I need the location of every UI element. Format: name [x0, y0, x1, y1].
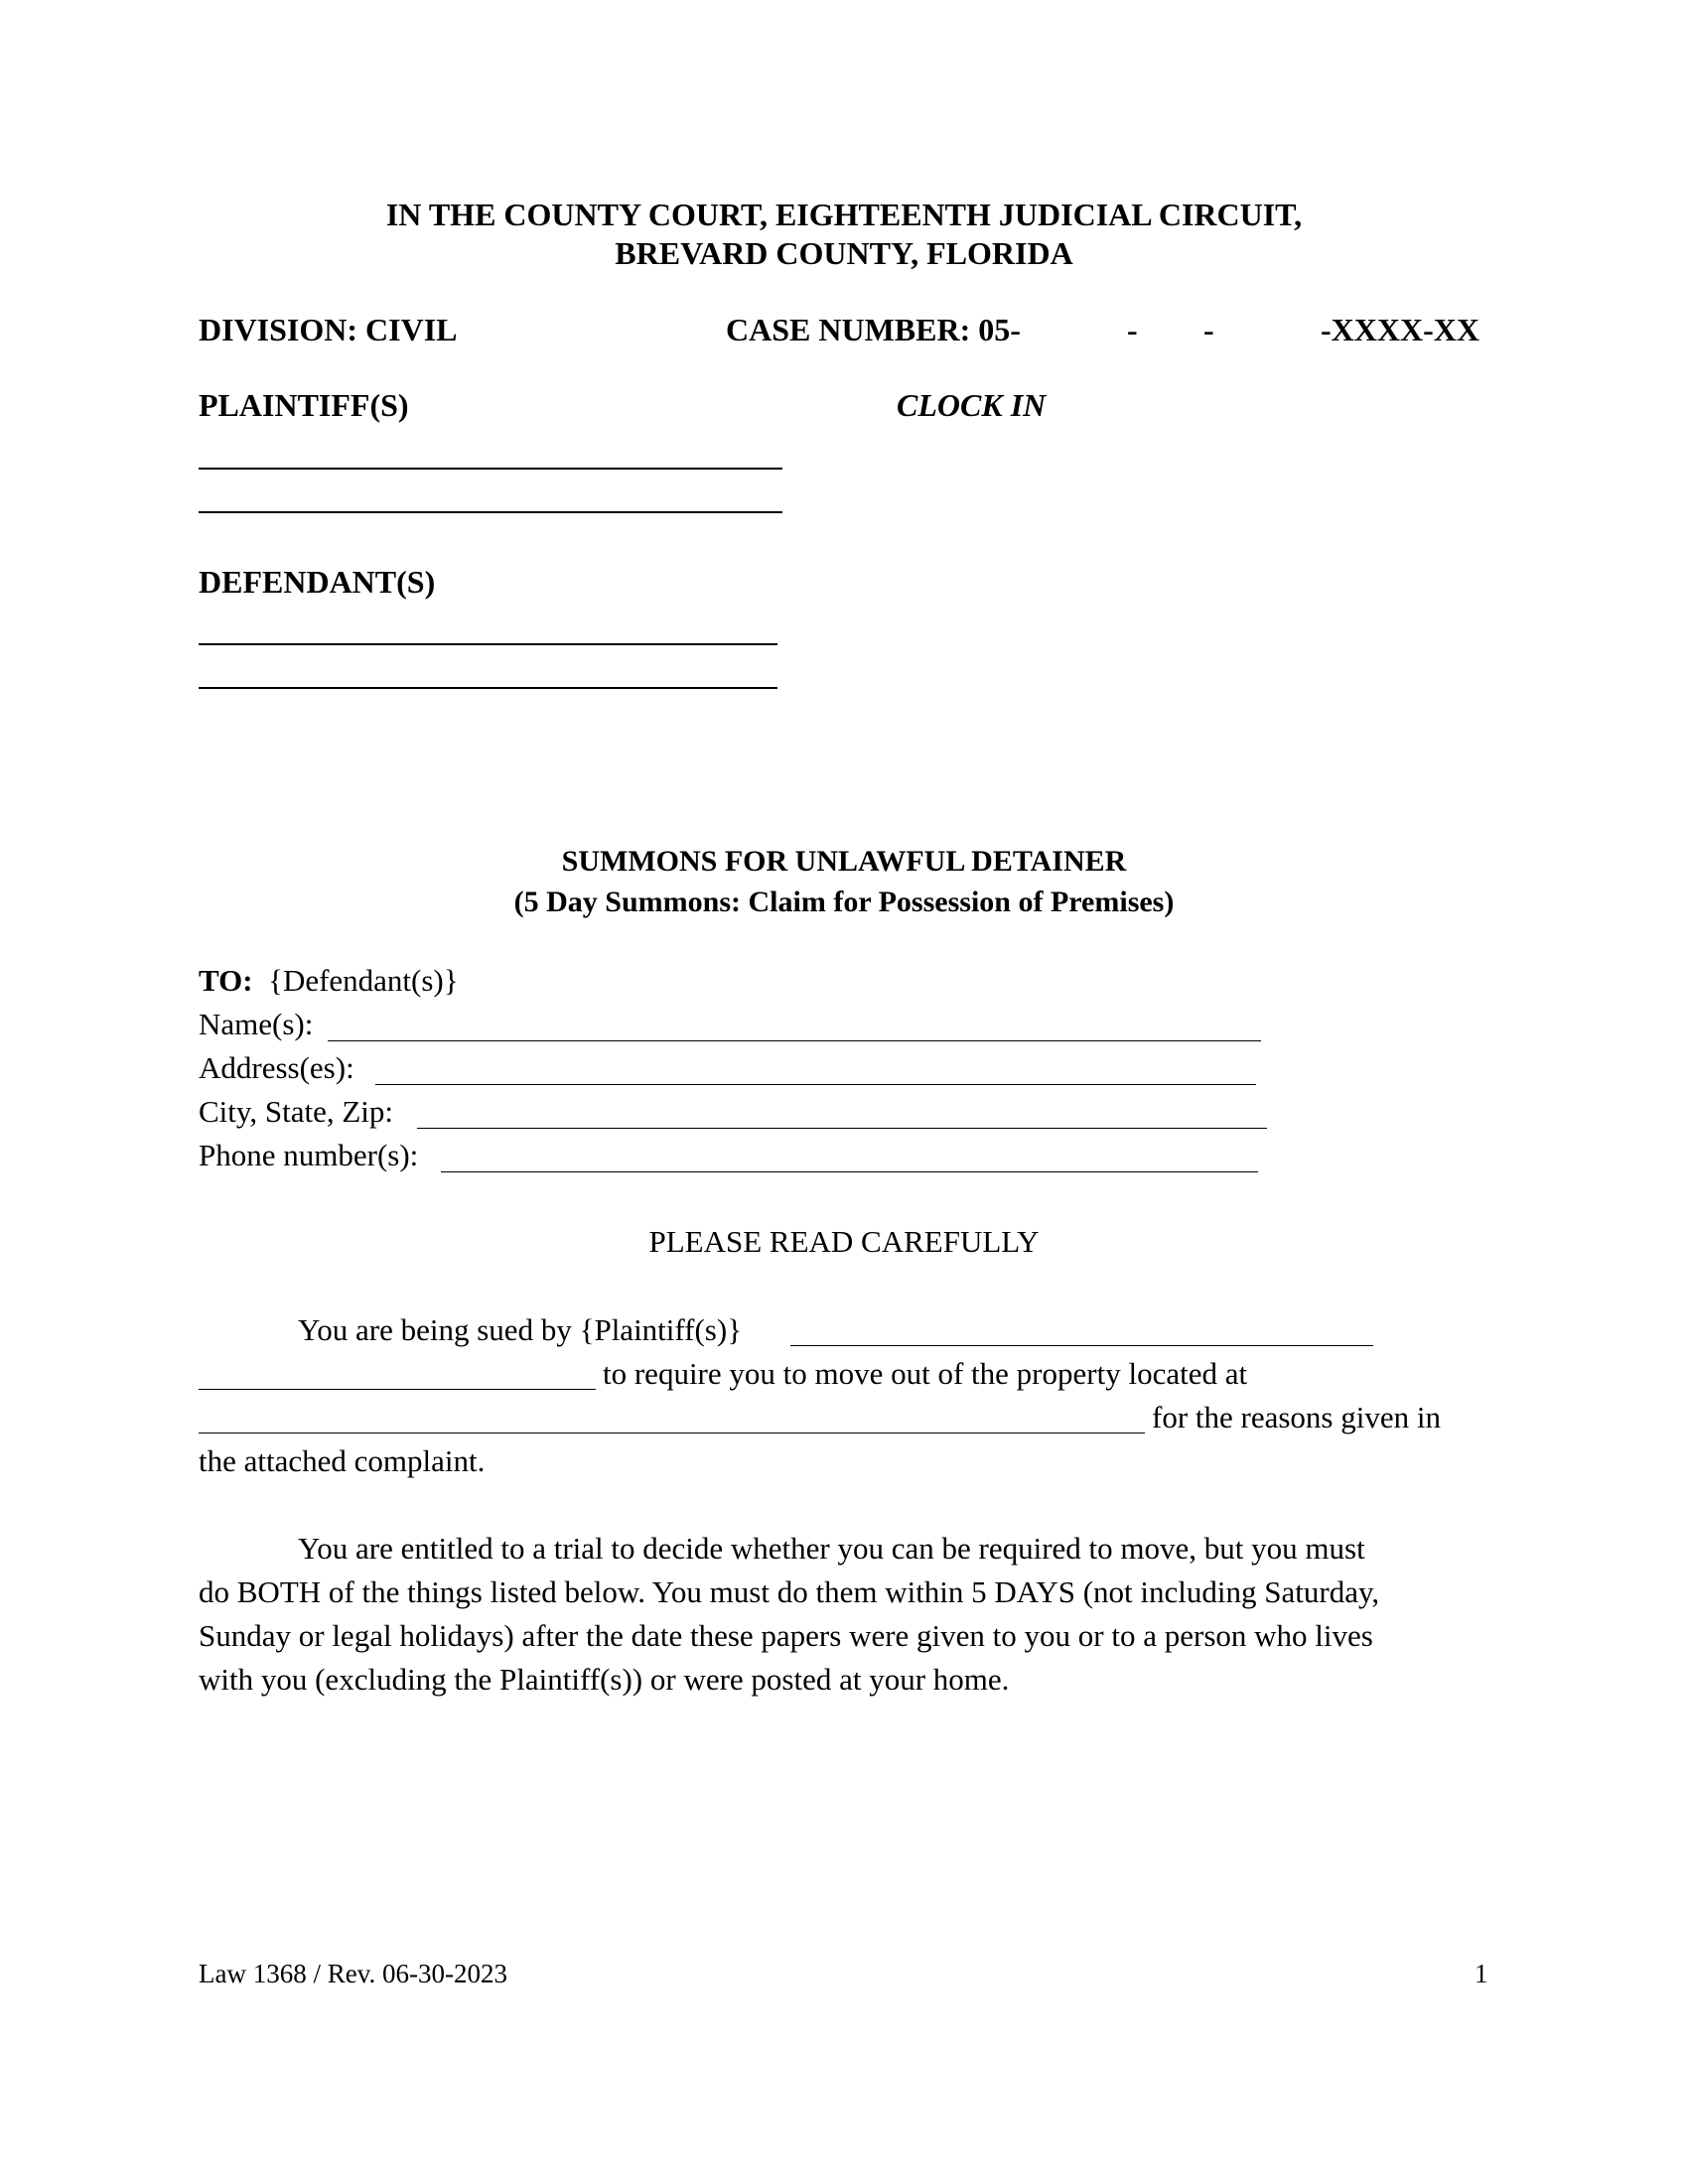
- defendant-line-2[interactable]: [199, 687, 777, 689]
- court-name-line2: BREVARD COUNTY, FLORIDA: [615, 235, 1073, 271]
- para2-line2: do BOTH of the things listed below. You must do them within 5 DAYS (not including Saturday,: [199, 1574, 1380, 1609]
- form-revision: Law 1368 / Rev. 06-30-2023: [199, 1959, 507, 1988]
- clock-in-label: CLOCK IN: [897, 387, 1047, 423]
- para1-reasons: for the reasons given in: [1152, 1400, 1441, 1434]
- to-value: {Defendant(s)}: [268, 963, 459, 998]
- case-number-dash-1: -: [1127, 312, 1138, 347]
- para2-line4: with you (excluding the Plaintiff(s)) or were posted at your home.: [199, 1662, 1010, 1697]
- case-number-label: CASE NUMBER: 05-: [726, 312, 1021, 347]
- phone-label: Phone number(s):: [199, 1138, 419, 1172]
- plaintiff-name-field-cont[interactable]: [199, 1389, 596, 1390]
- phone-field[interactable]: [441, 1171, 1258, 1172]
- defendant-line-1[interactable]: [199, 643, 777, 645]
- case-number-dash-2: -: [1203, 312, 1214, 347]
- para1-sued-by: You are being sued by {Plaintiff(s)}: [298, 1312, 743, 1347]
- plaintiffs-label: PLAINTIFF(S): [199, 387, 409, 423]
- para2-line3: Sunday or legal holidays) after the date these papers were given to you or to a person who lives: [199, 1618, 1373, 1653]
- address-label: Address(es):: [199, 1050, 354, 1085]
- city-state-zip-field[interactable]: [417, 1128, 1267, 1129]
- plaintiff-line-2[interactable]: [199, 511, 782, 513]
- address-field[interactable]: [375, 1084, 1256, 1085]
- to-label: TO:: [199, 963, 253, 998]
- defendants-label: DEFENDANT(S): [199, 564, 436, 600]
- name-label: Name(s):: [199, 1007, 314, 1041]
- summons-title: SUMMONS FOR UNLAWFUL DETAINER: [561, 845, 1127, 878]
- court-name-line1: IN THE COUNTY COURT, EIGHTEENTH JUDICIAL CIRCUIT,: [385, 197, 1303, 232]
- para1-move-out: to require you to move out of the property located at: [603, 1356, 1248, 1391]
- name-field[interactable]: [328, 1040, 1261, 1041]
- page-number: 1: [1475, 1959, 1488, 1988]
- para2-line1: You are entitled to a trial to decide whether you can be required to move, but you must: [298, 1531, 1365, 1566]
- please-read-heading: PLEASE READ CAREFULLY: [648, 1224, 1040, 1259]
- city-state-zip-label: City, State, Zip:: [199, 1094, 394, 1129]
- plaintiff-line-1[interactable]: [199, 468, 782, 470]
- summons-subtitle: (5 Day Summons: Claim for Possession of Premises): [513, 886, 1175, 918]
- para1-complaint: the attached complaint.: [199, 1443, 486, 1478]
- plaintiff-name-field[interactable]: [790, 1345, 1373, 1346]
- to-line: [199, 963, 459, 999]
- division-label: DIVISION: CIVIL: [199, 312, 458, 347]
- case-number-suffix: -XXXX-XX: [1321, 312, 1479, 347]
